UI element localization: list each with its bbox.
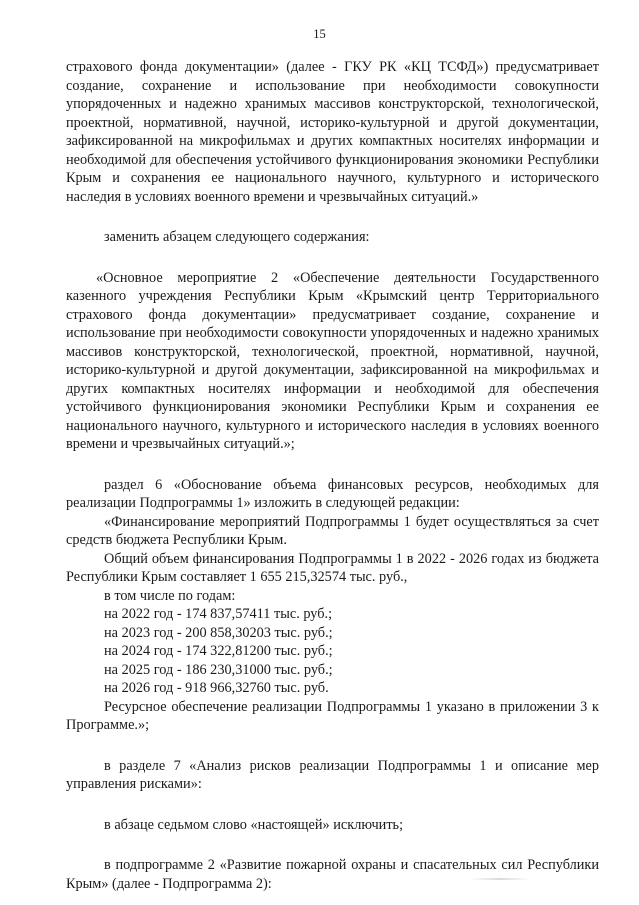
year-line-2026: на 2026 год - 918 966,32760 тыс. руб. — [104, 680, 329, 696]
paragraph-subprogram-2: в подпрограмме 2 «Развитие пожарной охраны и спасательных сил Республики Крым» (далее - Подпрограмма 2): — [66, 857, 599, 892]
year-line-2023: на 2023 год - 200 858,30203 тыс. руб.; — [104, 624, 333, 641]
document-body — [66, 58, 599, 893]
paragraph-insurance-fund: страхового фонда документации» (далее - ГКУ РК «КЦ ТСФД») предусматривает создание, сохранение и использование при необходимости совокупности упорядоченных и надежно хранимых массивов конструкторской, технологической, проектной, нормативной, научной, историко-культурной и другой документации, зафиксированной на микрофильмах и других компактных носителях информации и необходимой для обеспечения устойчивого функционирования экономики Республики Крым и сохранения ее национального научного, культурного и исторического наследия в условиях военного времени и чрезвычайных ситуаций.» — [66, 59, 599, 205]
paragraph-section-6: раздел 6 «Обоснование объема финансовых ресурсов, необходимых для реализации Подпрограммы 1» изложить в следующей редакции: — [66, 476, 599, 511]
paragraph-section-7: в разделе 7 «Анализ рисков реализации Подпрограммы 1 и описание мер управления рисками»: — [66, 757, 599, 792]
page-number: 15 — [313, 27, 326, 41]
paragraph-total-volume: Общий объем финансирования Подпрограммы 1 в 2022 - 2026 годах из бюджета Республики Крым составляет 1 655 215,32574 тыс. руб., — [66, 550, 599, 585]
paragraph-resource-provision: Ресурсное обеспечение реализации Подпрограммы 1 указано в приложении 3 к Программе.»; — [66, 698, 599, 733]
paragraph-seventh-abstract: в абзаце седьмом слово «настоящей» исключить; — [104, 816, 404, 833]
year-line-2022: на 2022 год - 174 837,57411 тыс. руб.; — [104, 606, 333, 622]
paragraph-financing: «Финансирование мероприятий Подпрограммы 1 будет осуществляться за счет средств бюджета Республики Крым. — [66, 513, 599, 548]
paragraph-main-activity-2: «Основное мероприятие 2 «Обеспечение деятельности Государственного казенного учреждения Республики Крым «Крымский центр Территориального страхового фонда документации» предусматривает создание, сохранение и использование при необходимости совокупности упорядоченных и надежно хранимых массивов конструкторской, технологической, проектной, нормативной, научной, историко-культурной и другой документации, зафиксированной на микрофильмах и других компактных носителях информации и необходимой для обеспечения устойчивого функционирования экономики Республики Крым и сохранения ее национального научного, культурного и исторического наследия в условиях военного времени и чрезвычайных ситуаций.»; — [66, 269, 599, 452]
scan-artifact — [470, 878, 530, 880]
paragraph-replace-instruction: заменить абзацем следующего содержания: — [104, 229, 370, 245]
year-line-2024: на 2024 год - 174 322,81200 тыс. руб.; — [104, 643, 333, 659]
year-line-2025: на 2025 год - 186 230,31000 тыс. руб.; — [104, 661, 333, 678]
paragraph-by-years: в том числе по годам: — [104, 587, 236, 604]
